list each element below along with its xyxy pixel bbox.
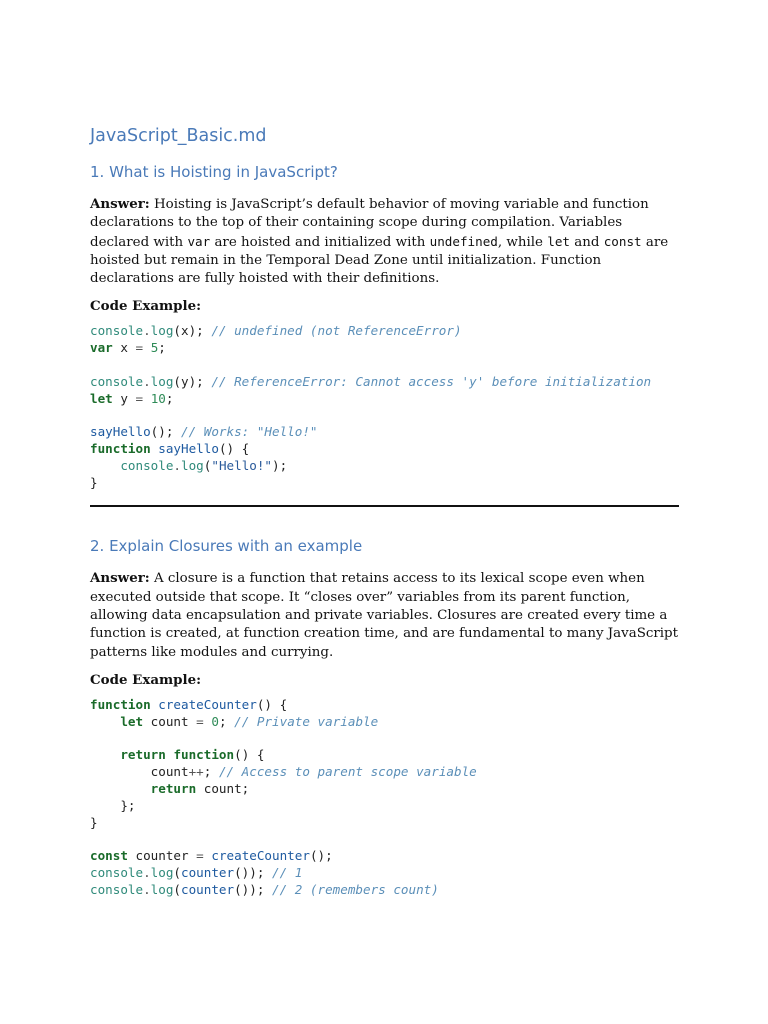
code-line bbox=[90, 374, 651, 389]
code-token: counter bbox=[181, 881, 235, 897]
answer-text: , while bbox=[497, 234, 548, 250]
code-token: ; bbox=[165, 390, 174, 406]
code-line bbox=[90, 697, 287, 712]
code-token: // ReferenceError: Cannot access 'y' before initialization bbox=[211, 373, 652, 389]
code-token: ; bbox=[203, 764, 219, 780]
code-token: ( bbox=[203, 457, 212, 473]
code-line bbox=[90, 475, 98, 490]
code-token bbox=[143, 391, 151, 406]
code-token: counter bbox=[127, 848, 197, 864]
code-token: function bbox=[90, 696, 151, 712]
answer-text: are hoisted but remain in the Temporal Dead Zone until initialization. Function declarations are fully hoisted with their definitions. bbox=[90, 234, 669, 287]
code-token: console bbox=[90, 881, 144, 897]
code-token: let bbox=[120, 713, 144, 729]
answer-text: and bbox=[570, 234, 604, 250]
code-token: (); bbox=[309, 848, 333, 864]
code-line bbox=[90, 441, 249, 456]
code-token: ++ bbox=[188, 764, 204, 780]
code-token: console bbox=[120, 457, 174, 473]
code-line bbox=[90, 798, 136, 813]
code-token: count bbox=[143, 713, 197, 729]
code-token: return bbox=[120, 747, 166, 763]
code-token: = bbox=[196, 713, 204, 729]
code-line bbox=[90, 458, 287, 473]
code-token: // 1 bbox=[272, 864, 303, 880]
code-token: count; bbox=[196, 780, 250, 796]
code-token: 10 bbox=[150, 390, 166, 406]
answer-label: Answer: bbox=[90, 196, 150, 212]
answer-paragraph bbox=[90, 195, 679, 288]
code-token: "Hello!" bbox=[211, 457, 273, 473]
section-hoisting bbox=[90, 163, 679, 491]
section-divider bbox=[90, 505, 679, 507]
code-token: ( bbox=[173, 881, 182, 897]
code-token: const bbox=[90, 848, 128, 864]
code-line bbox=[90, 815, 98, 830]
inline-code-let: let bbox=[547, 233, 570, 249]
code-token: log bbox=[150, 323, 174, 339]
code-token: let bbox=[90, 390, 113, 406]
code-token bbox=[90, 458, 120, 473]
code-line bbox=[90, 747, 264, 762]
code-token: () { bbox=[234, 747, 265, 763]
code-token: = bbox=[196, 848, 204, 864]
code-token: console bbox=[90, 373, 144, 389]
answer-label: Answer: bbox=[90, 570, 150, 587]
code-token: 0 bbox=[211, 713, 219, 729]
code-token bbox=[143, 340, 151, 355]
code-token: ()); bbox=[234, 864, 273, 880]
code-token: ()); bbox=[234, 881, 273, 897]
code-token: sayHello bbox=[90, 424, 151, 440]
code-token: sayHello bbox=[158, 441, 219, 457]
section-closures bbox=[90, 537, 679, 898]
code-line bbox=[90, 424, 318, 439]
inline-code-undefined: undefined bbox=[429, 233, 498, 249]
code-example-label: Code Example: bbox=[90, 298, 202, 315]
code-token: () { bbox=[218, 441, 250, 457]
code-token: counter bbox=[181, 864, 235, 880]
code-token: ( bbox=[173, 864, 182, 880]
code-token: function bbox=[173, 747, 235, 763]
code-token: . bbox=[173, 457, 182, 473]
code-token: log bbox=[150, 373, 174, 389]
code-token: createCounter bbox=[211, 848, 310, 864]
code-token: console bbox=[90, 864, 144, 880]
code-token: ; bbox=[158, 340, 166, 356]
answer-text: Hoisting is JavaScript’s default behavior of moving variable and function declarations to the top of their containing scope during compilation. Variables declared with bbox=[90, 197, 649, 250]
inline-code-var: var bbox=[187, 233, 211, 249]
inline-code-const: const bbox=[603, 233, 642, 249]
code-token: x bbox=[112, 340, 136, 356]
code-token: log bbox=[150, 881, 174, 897]
code-line bbox=[90, 882, 439, 897]
code-token: . bbox=[143, 373, 151, 389]
code-token: // Private variable bbox=[234, 713, 379, 729]
answer-text: are hoisted and initialized with bbox=[210, 234, 430, 250]
code-line bbox=[90, 865, 302, 880]
code-token bbox=[90, 747, 120, 762]
code-token: console bbox=[90, 323, 144, 339]
answer-text: A closure is a function that retains access to its lexical scope even when executed outside that scope. It “closes over” variables from its parent function, allowing data encapsulation and private variables. Closures are created every time a function is created, at function creation time, and are fundamental to many JavaScript patterns like modules and currying. bbox=[90, 571, 679, 660]
code-line bbox=[90, 340, 166, 355]
code-token: } bbox=[90, 814, 98, 830]
code-token: } bbox=[90, 474, 98, 490]
code-token: (); bbox=[150, 424, 182, 440]
code-token: ); bbox=[272, 457, 288, 473]
code-token: = bbox=[135, 340, 144, 356]
code-line bbox=[90, 764, 477, 779]
code-token: log bbox=[150, 864, 174, 880]
code-token bbox=[90, 781, 151, 796]
code-token: var bbox=[90, 340, 113, 356]
code-token: function bbox=[90, 441, 151, 457]
code-line bbox=[90, 323, 462, 338]
code-token: count bbox=[90, 764, 189, 780]
code-token: return bbox=[150, 780, 197, 796]
code-line bbox=[90, 781, 249, 796]
code-example-label: Code Example: bbox=[90, 671, 202, 688]
code-block[interactable] bbox=[90, 323, 679, 491]
code-block[interactable] bbox=[90, 697, 679, 899]
code-line bbox=[90, 848, 333, 863]
document-title: JavaScript_Basic.md bbox=[90, 126, 267, 146]
code-token: . bbox=[143, 881, 151, 897]
code-token: createCounter bbox=[158, 696, 257, 712]
code-token: // Works: "Hello!" bbox=[181, 424, 318, 440]
code-token: 5 bbox=[150, 340, 159, 356]
code-token: // 2 (remembers count) bbox=[272, 881, 439, 897]
code-token: (y); bbox=[173, 373, 212, 389]
code-line bbox=[90, 714, 378, 729]
section-heading: 2. Explain Closures with an example bbox=[90, 537, 363, 556]
section-heading: 1. What is Hoisting in JavaScript? bbox=[90, 163, 338, 181]
code-token: . bbox=[143, 864, 151, 880]
code-token: // undefined (not ReferenceError) bbox=[211, 323, 462, 339]
answer-paragraph bbox=[90, 569, 679, 661]
code-token: log bbox=[181, 457, 204, 473]
code-token: () { bbox=[256, 696, 288, 712]
code-token: (x); bbox=[173, 323, 212, 339]
code-token: // Access to parent scope variable bbox=[218, 764, 477, 780]
code-token bbox=[90, 714, 120, 729]
code-token: }; bbox=[90, 797, 136, 813]
code-token: . bbox=[143, 323, 151, 339]
code-token: = bbox=[135, 390, 144, 406]
code-token: y bbox=[112, 390, 136, 406]
code-line bbox=[90, 391, 173, 406]
code-token: ; bbox=[218, 713, 235, 729]
